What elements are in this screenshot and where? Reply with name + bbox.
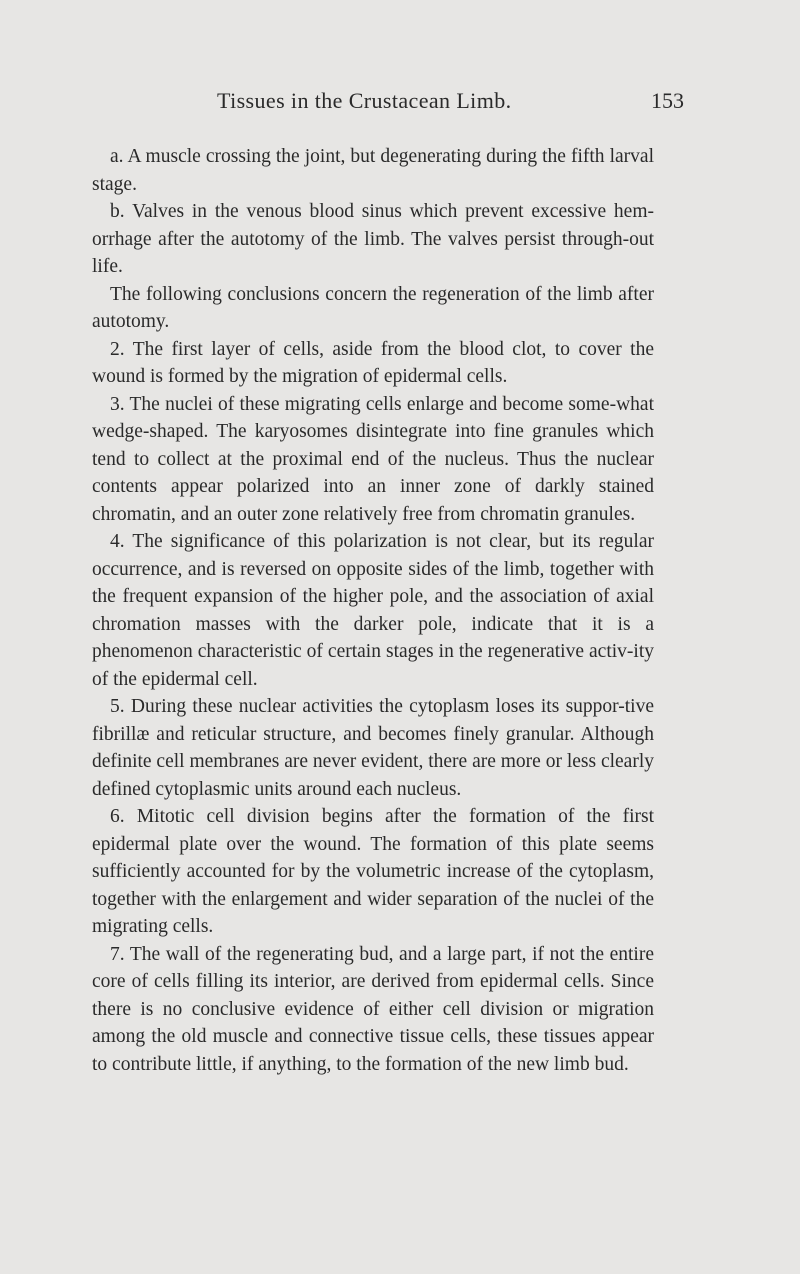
running-head xyxy=(0,88,800,118)
paragraph-6: 6. Mitotic cell division begins after the formation of the first epidermal plate over the wound. The formation of this plate seems sufficiently accounted for by the volumetric increase of the cytoplasm, together with the enlargement and wider separation of the nuclei of the migrating cells. xyxy=(92,806,654,937)
paragraph-a: a. A muscle crossing the joint, but degenerating during the fifth larval stage. xyxy=(92,146,654,195)
body-text xyxy=(92,143,654,1078)
paragraph-2: 2. The first layer of cells, aside from the blood clot, to cover the wound is formed by the migration of epidermal cells. xyxy=(92,338,654,387)
paragraph-3: 3. The nuclei of these migrating cells enlarge and become some-what wedge-shaped. The karyosomes disintegrate into fine granules which tend to collect at the proximal end of the nucleus. Thus the nuclear contents appear polarized into an inner zone of darkly stained chromatin, and an outer zone relatively free from chromatin granules. xyxy=(92,393,654,525)
paragraph-b: b. Valves in the venous blood sinus which prevent excessive hem-orrhage after the autotomy of the limb. The valves persist through-out life. xyxy=(92,201,654,277)
paragraph-5: 5. During these nuclear activities the cytoplasm loses its suppor-tive fibrillæ and reticular structure, and becomes finely granular. Although definite cell membranes are never evident, there are more or less clearly defined cytoplasmic units around each nucleus. xyxy=(92,696,654,800)
page-number: 153 xyxy=(651,88,684,113)
running-title: Tissues in the Crustacean Limb. xyxy=(217,88,512,113)
paragraph-conclusions-intro: The following conclusions concern the regeneration of the limb after autotomy. xyxy=(92,283,654,332)
paragraph-4: 4. The significance of this polarization is not clear, but its regular occurrence, and is reversed on opposite sides of the limb, together with the frequent expansion of the higher pole, and the association of axial chromation masses with the darker pole, indicate that it is a phenomenon characteristic of certain stages in the regenerative activ-ity of the epidermal cell. xyxy=(92,531,654,690)
paragraph-7: 7. The wall of the regenerating bud, and a large part, if not the entire core of cells filling its interior, are derived from epidermal cells. Since there is no conclusive evidence of either cell division or migration among the old muscle and connective tissue cells, these tissues appear to contribute little, if anything, to the formation of the new limb bud. xyxy=(92,943,654,1075)
